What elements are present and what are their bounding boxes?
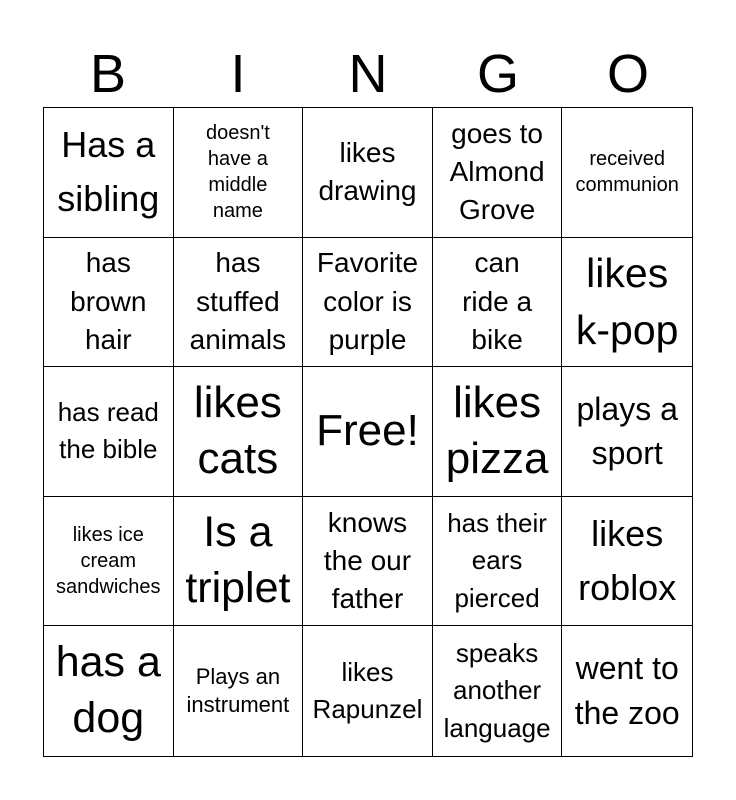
bingo-square[interactable] bbox=[562, 626, 692, 756]
header-letter-b: B bbox=[89, 44, 127, 104]
bingo-square[interactable] bbox=[433, 108, 563, 238]
square-text: Is a triplet bbox=[185, 508, 291, 613]
square-text: likes roblox bbox=[578, 513, 677, 609]
square-text: went to the zoo bbox=[574, 650, 680, 732]
bingo-square[interactable] bbox=[303, 497, 433, 627]
bingo-square[interactable] bbox=[174, 497, 304, 627]
header-letter-i: I bbox=[230, 44, 246, 104]
bingo-square[interactable] bbox=[174, 108, 304, 238]
header-letter-n: N bbox=[348, 44, 388, 104]
bingo-square[interactable] bbox=[303, 108, 433, 238]
bingo-square[interactable] bbox=[44, 108, 174, 238]
square-text: has brown hair bbox=[70, 247, 147, 356]
square-text: likes k-pop bbox=[575, 249, 679, 353]
bingo-square[interactable] bbox=[562, 238, 692, 368]
square-text: doesn't have a middle name bbox=[205, 122, 270, 223]
bingo-square[interactable] bbox=[433, 367, 563, 497]
square-text: likes Rapunzel bbox=[312, 656, 423, 725]
square-text: Plays an instrument bbox=[186, 663, 290, 718]
bingo-header bbox=[43, 40, 693, 108]
square-text: has read the bible bbox=[57, 396, 159, 465]
bingo-square[interactable] bbox=[562, 108, 692, 238]
bingo-square[interactable] bbox=[433, 626, 563, 756]
square-text: knows the our father bbox=[323, 506, 412, 615]
square-text: has stuffed animals bbox=[189, 247, 287, 356]
bingo-card-grid bbox=[43, 107, 693, 757]
bingo-square[interactable] bbox=[303, 367, 433, 497]
square-text: likes cats bbox=[193, 378, 282, 484]
bingo-square[interactable] bbox=[433, 497, 563, 627]
bingo-square[interactable] bbox=[174, 626, 304, 756]
bingo-square[interactable] bbox=[433, 238, 563, 368]
square-text: can ride a bike bbox=[462, 247, 533, 356]
square-text: Has a sibling bbox=[57, 124, 160, 220]
bingo-square[interactable] bbox=[174, 367, 304, 497]
bingo-square[interactable] bbox=[303, 626, 433, 756]
bingo-square[interactable] bbox=[562, 367, 692, 497]
bingo-square[interactable] bbox=[44, 238, 174, 368]
square-text: likes ice cream sandwiches bbox=[56, 524, 161, 599]
square-text: Free! bbox=[316, 406, 419, 456]
square-text: has a dog bbox=[55, 638, 161, 743]
bingo-square[interactable] bbox=[44, 626, 174, 756]
bingo-square[interactable] bbox=[562, 497, 692, 627]
square-text: goes to Almond Grove bbox=[449, 117, 545, 226]
square-text: speaks another language bbox=[443, 637, 551, 744]
square-text: Favorite color is purple bbox=[316, 247, 419, 356]
bingo-square[interactable] bbox=[174, 238, 304, 368]
bingo-square[interactable] bbox=[44, 497, 174, 627]
square-text: received communion bbox=[575, 148, 679, 197]
bingo-square[interactable] bbox=[44, 367, 174, 497]
square-text: has their ears pierced bbox=[447, 507, 547, 613]
header-letter-o: O bbox=[606, 44, 649, 104]
header-letter-g: G bbox=[476, 44, 519, 104]
square-text: likes drawing bbox=[318, 136, 417, 207]
square-text: plays a sport bbox=[576, 390, 678, 472]
square-text: likes pizza bbox=[445, 378, 549, 484]
bingo-square[interactable] bbox=[303, 238, 433, 368]
